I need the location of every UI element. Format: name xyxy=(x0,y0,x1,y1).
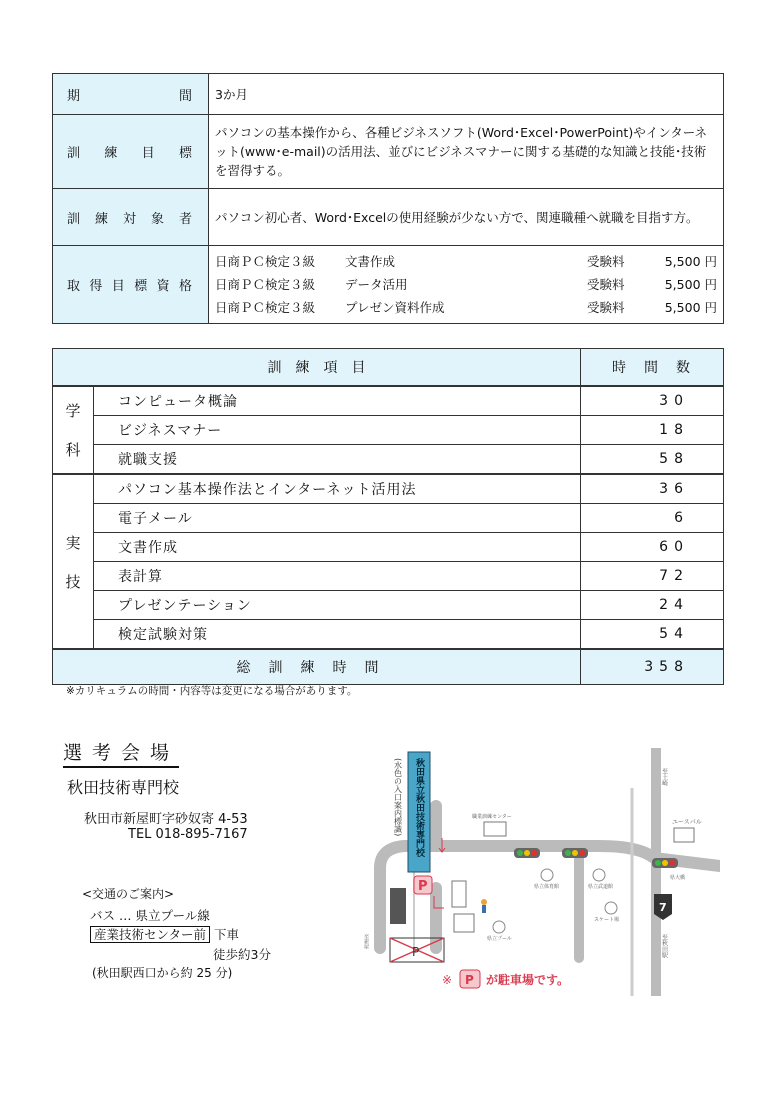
person-icon xyxy=(481,899,487,905)
school-address: 秋田市新屋町字砂奴寄 4-53 xyxy=(84,812,248,827)
table-row: ビジネスマナー 18 xyxy=(53,416,724,445)
header-item: 訓 練 項 目 xyxy=(53,349,581,387)
access-title: <交通のご案内> xyxy=(82,887,175,901)
category-academic: 学 科 xyxy=(53,386,94,474)
header-hours: 時 間 数 xyxy=(581,349,724,387)
map-label: ユースパル xyxy=(672,819,702,826)
parking-closed-letter: P xyxy=(412,945,420,959)
qualification-list xyxy=(209,246,724,324)
curriculum-table xyxy=(52,348,724,685)
qualification-item: 日商ＰＣ検定３級 文書作成 受験料 5,500 円 xyxy=(215,254,717,269)
total-label: 総訓練時間 xyxy=(53,649,581,685)
map-building xyxy=(493,921,505,933)
map-building xyxy=(605,902,617,914)
access-map xyxy=(354,748,720,996)
table-row: 実 技 パソコン基本操作法とインターネット活用法 36 xyxy=(53,474,724,504)
map-roads xyxy=(380,748,720,996)
school-sign-text: 秋田県立秋田技術専門校 xyxy=(414,758,424,857)
map-label: スケート場 xyxy=(594,917,620,923)
parking-letter: P xyxy=(418,879,428,894)
qualification-item: 日商ＰＣ検定３級 プレゼン資料作成 受験料 5,500 円 xyxy=(215,300,717,315)
map-label: 至新屋 xyxy=(363,934,369,949)
walk-time: 徒歩約3分 xyxy=(213,947,271,962)
parking-note-letter: P xyxy=(465,973,474,987)
school-tel: TEL 018-895-7167 xyxy=(128,827,248,842)
goal-label: 訓練目標 xyxy=(53,115,209,189)
map-label: 県立体育館 xyxy=(534,884,560,890)
map-building xyxy=(454,914,474,932)
curriculum-header xyxy=(53,349,724,387)
bus-line: バス … 県立プール線 xyxy=(90,908,210,923)
table-row: 電子メール 6 xyxy=(53,504,724,533)
venue-heading: 選考会場 xyxy=(63,738,179,768)
map-label: 至秋田駅 xyxy=(660,934,668,958)
period-label: 期 間 xyxy=(53,74,209,115)
map-building xyxy=(593,869,605,881)
table-row: 表計算 72 xyxy=(53,562,724,591)
table-row: 学 科 コンピュータ概論 30 xyxy=(53,386,724,416)
map-label: 県立プール xyxy=(487,936,512,942)
sign-note: (水色の入口案内標識) xyxy=(393,758,403,837)
qualification-label: 取得目標資格 xyxy=(53,246,209,324)
parking-note: が駐車場です。 xyxy=(486,973,570,987)
map-label: 職業訓練センター xyxy=(472,814,512,820)
map-building xyxy=(674,828,694,842)
total-hours: 358 xyxy=(581,649,724,685)
table-row: 検定試験対策 54 xyxy=(53,620,724,650)
period-value: 3か月 xyxy=(209,74,724,115)
goal-value: パソコンの基本操作から、各種ビジネスソフト(Word･Excel･PowerPoint)やインターネット(www･e-mail)の活用法、並びにビジネスマナーに関する基礎的な知識と技能･技術を習得する。 xyxy=(209,115,724,189)
bus-stop: 産業技術センター前 下車 xyxy=(90,925,239,943)
traffic-light-icon xyxy=(652,858,678,868)
map-building xyxy=(452,881,466,907)
traffic-light-icon xyxy=(562,848,588,858)
table-row: 文書作成 60 xyxy=(53,533,724,562)
target-value: パソコン初心者、Word･Excelの使用経験が少ない方で、関連職種へ就職を目指す方。 xyxy=(209,189,724,246)
target-label: 訓練対象者 xyxy=(53,189,209,246)
category-practical: 実 技 xyxy=(53,474,94,649)
table-row: 就職支援 58 xyxy=(53,445,724,475)
map-building xyxy=(484,822,506,836)
total-row xyxy=(53,649,724,685)
curriculum-note: ※カリキュラムの時間・内容等は変更になる場合があります。 xyxy=(66,685,358,697)
route-7-label: 7 xyxy=(659,901,667,914)
map-label: 県大橋 xyxy=(670,875,686,881)
from-station: (秋田駅西口から約 25 分) xyxy=(92,966,233,980)
map-label: 県立武道館 xyxy=(588,884,614,890)
map-building xyxy=(390,888,406,924)
traffic-light-icon xyxy=(514,848,540,858)
school-name: 秋田技術専門校 xyxy=(67,778,180,797)
map-label: 至土崎 xyxy=(660,768,668,786)
qualification-item: 日商ＰＣ検定３級 データ活用 受験料 5,500 円 xyxy=(215,277,717,292)
course-info-table xyxy=(52,73,724,324)
map-building xyxy=(541,869,553,881)
bus-stop-name: 産業技術センター前 xyxy=(90,926,210,943)
table-row: プレゼンテーション 24 xyxy=(53,591,724,620)
parking-note-prefix: ※ xyxy=(442,973,453,987)
